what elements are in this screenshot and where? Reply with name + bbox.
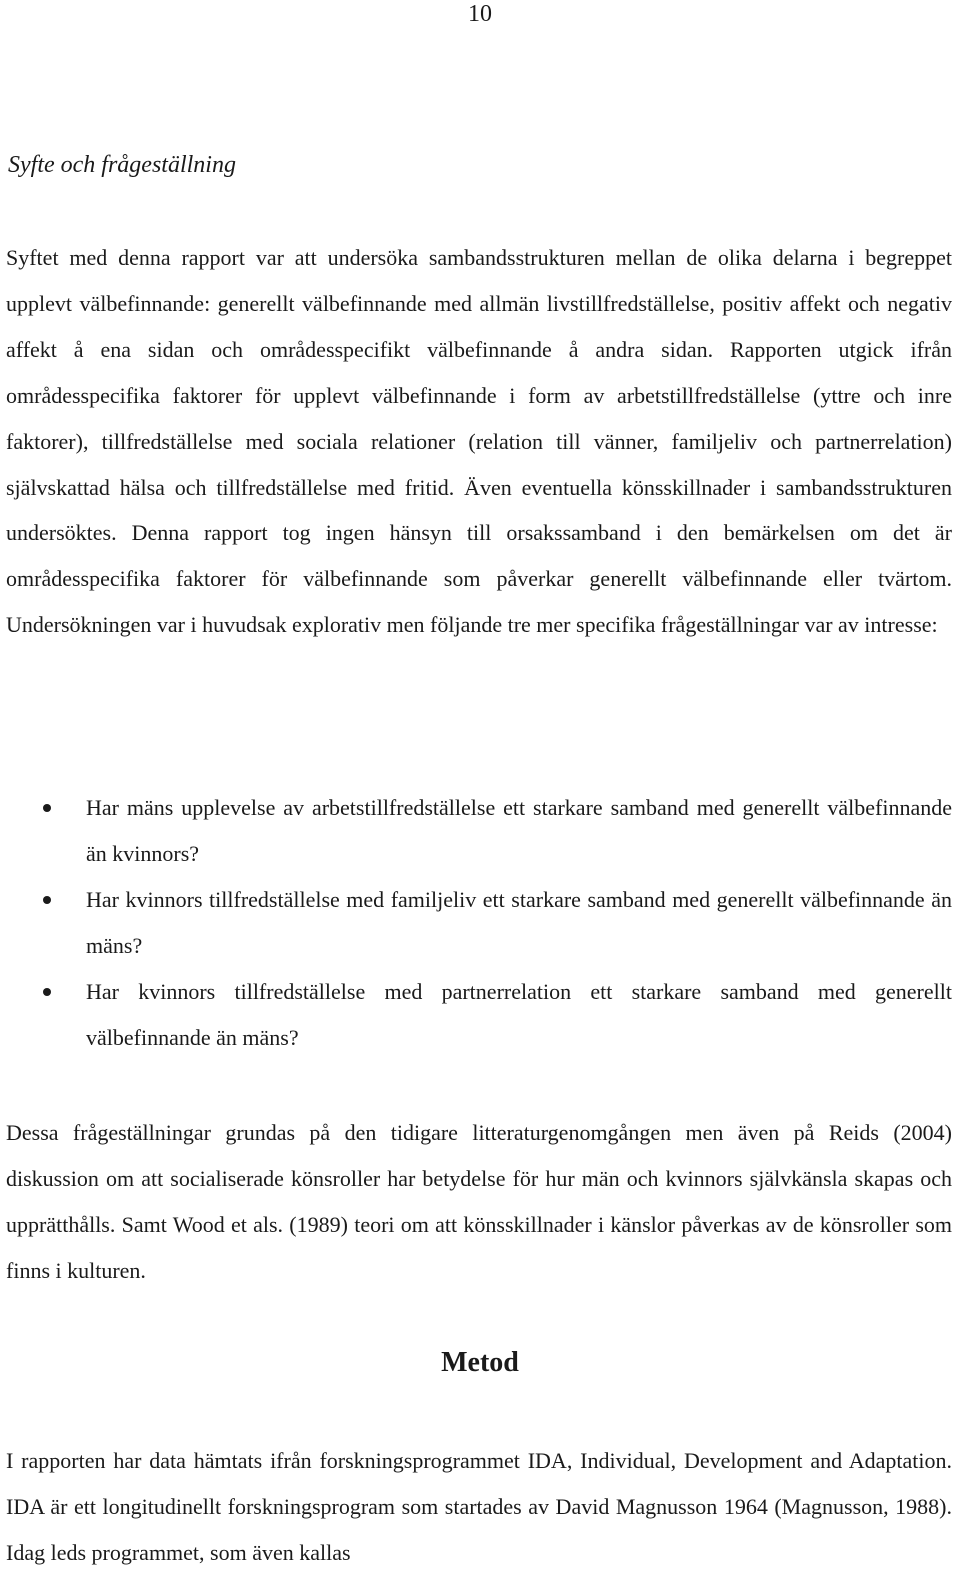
question-text: Har kvinnors tillfredställelse med familjeliv ett starkare samband med generellt välbefinnande än mäns? <box>86 886 952 958</box>
method-heading: Metod <box>441 1347 519 1378</box>
page-number: 10 <box>468 1 492 27</box>
method-paragraph: I rapporten har data hämtats ifrån forskningsprogrammet IDA, Individual, Development and Adaptation. IDA är ett longitudinellt forskningsprogram som startades av David Magnusson 1964 (Magnusson, 1988). Idag leds programmet, som även kallas <box>6 1448 952 1565</box>
list-item <box>0 969 952 1061</box>
rationale-paragraph: Dessa frågeställningar grundas på den tidigare litteraturgenomgången men även på Reids (2004) diskussion om att socialiserade könsroller har betydelse för hur män och kvinnors självkänsla skapas och upprätthålls. Samt Wood et als. (1989) teori om att könsskillnader i känslor påverkas av de könsroller som finns i kulturen. <box>6 1120 952 1283</box>
question-text: Har mäns upplevelse av arbetstillfredställelse ett starkare samband med generellt välbefinnande än kvinnors? <box>86 795 952 866</box>
list-item <box>0 877 952 969</box>
bullet-icon <box>43 896 51 904</box>
purpose-paragraph: Syftet med denna rapport var att undersöka sambandsstrukturen mellan de olika delarna i begreppet upplevt välbefinnande: generellt välbefinnande med allmän livstillfredställelse, positiv affekt och negativ affekt å ena sidan och områdesspecifikt välbefinnande å andra sidan. Rapporten utgick ifrån områdesspecifika faktorer för upplevt välbefinnande i form av arbetstillfredställelse (yttre och inre faktorer), tillfredställelse med sociala relationer (relation till vänner, familjeliv och partnerrelation) självskattad hälsa och tillfredställelse med fritid. Även eventuella könsskillnader i sambandsstrukturen undersöktes. Denna rapport tog ingen hänsyn till orsakssamband i den bemärkelsen om det är områdesspecifika faktorer för välbefinnande som påverkar generellt välbefinnande eller tvärtom. Undersökningen var i huvudsak explorativ men följande tre mer specifika frågeställningar var av intresse: <box>6 245 952 638</box>
question-text: Har kvinnors tillfredställelse med partnerrelation ett starkare samband med generellt välbefinnande än mäns? <box>86 978 952 1050</box>
bullet-icon <box>43 988 51 996</box>
section-heading: Syfte och frågeställning <box>8 152 236 178</box>
bullet-icon <box>43 804 51 812</box>
research-questions-list <box>0 785 952 1060</box>
list-item <box>0 785 952 877</box>
